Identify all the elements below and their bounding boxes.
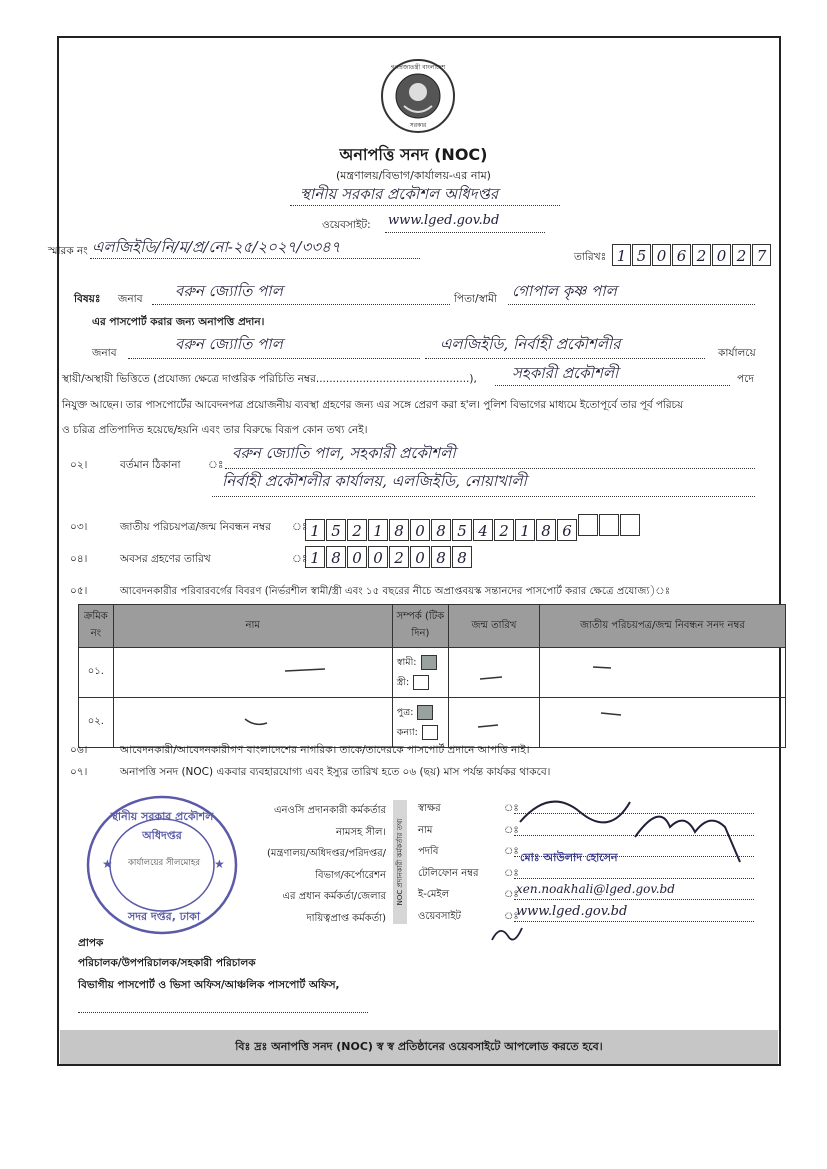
- col-name: নাম: [113, 605, 392, 648]
- body-name-dotted-line: [128, 358, 420, 359]
- website-handwritten: www.lged.gov.bd: [388, 213, 500, 228]
- retire-digit: 8: [452, 546, 472, 568]
- row-dob: [448, 698, 539, 748]
- designation-label: পদবি: [418, 846, 439, 857]
- signatory-desc-line: বিভাগ/কর্পোরেশন: [315, 869, 386, 881]
- nid-digit: 5: [452, 519, 472, 541]
- office-dotted-line: [425, 358, 705, 359]
- nid-digit: [599, 514, 619, 536]
- date-digit: 0: [712, 244, 731, 266]
- nid-digit: 6: [557, 519, 577, 541]
- item5-label: আবেদনকারীর পরিবারবর্গের বিবরণ (নির্ভরশীল স্বামী/স্ত্রী এবং ১৫ বছরের নীচে অপ্রাপ্তবয়স্ক সন্তানদের পাসপোর্ট করার ক্ষেত্রে প্রযোজ্য)ঃ: [120, 586, 671, 597]
- dash-mark: [450, 699, 538, 743]
- retire-digit: 1: [305, 546, 325, 568]
- item2-label: বর্তমান ঠিকানা: [120, 459, 181, 471]
- email-dotted-line: [514, 899, 754, 900]
- body-line3: নিযুক্ত আছেন। তার পাসপোর্টের আবেদনপত্র প্রয়োজনীয় ব্যবস্থা গ্রহণের জন্য এর সঙ্গে প্রেরণ করা হ'ল। পুলিশ বিভাগের মাধ্যমে ইতোপূর্বে তার পূর্ব পরিচয়: [62, 399, 684, 411]
- date-digit: 7: [752, 244, 771, 266]
- address-line2-handwritten: নির্বাহী প্রকৌশলীর কার্যালয়, এলজিইডি, নোয়াখালী: [222, 472, 527, 490]
- post-dotted-line: [495, 385, 730, 386]
- father-label: পিতা/স্বামী: [454, 293, 497, 305]
- post-handwritten: সহকারী প্রকৌশলী: [512, 364, 619, 382]
- item2-colon: ঃ: [208, 459, 224, 471]
- office-seal-ring-text: স্থানীয় সরকার প্রকৌশল অধিদপ্তর: [110, 810, 214, 842]
- office-seal-inner-text: কার্যালয়ের সীলমোহর: [127, 858, 201, 868]
- item3-num: ০৩।: [70, 521, 88, 533]
- seal-bottom-text: সরকার: [409, 122, 427, 129]
- website-dotted-line: [385, 232, 545, 233]
- dash-mark: [115, 649, 391, 693]
- signatory-colons: ঃ ঃ ঃ ঃ ঃ ঃ: [504, 803, 519, 922]
- table-row: [79, 698, 786, 748]
- office-seal-bottom-text: সদর দপ্তর, ঢাকা: [127, 910, 201, 923]
- item4-label: অবসর গ্রহণের তারিখ: [120, 553, 211, 565]
- email-handwritten: xen.noakhali@lged.gov.bd: [516, 882, 675, 896]
- subject-line2: এর পাসপোর্ট করার জন্য অনাপত্তি প্রদান।: [92, 316, 265, 328]
- relation-son-label: পুত্র:: [396, 706, 414, 718]
- row-relation: [392, 698, 448, 748]
- nid-digit: 0: [410, 519, 430, 541]
- post-suffix: পদে: [737, 373, 754, 385]
- relation-daughter-label: কন্যা:: [396, 726, 418, 738]
- footer-note: বিঃ দ্রঃ অনাপত্তি সনদ (NOC) স্ব স্ব প্রতিষ্ঠানের ওয়েবসাইটে আপলোড করতে হবে।: [60, 1030, 778, 1064]
- retire-digit: 0: [347, 546, 367, 568]
- dash-mark: [541, 649, 784, 693]
- row-name: [113, 698, 392, 748]
- office-handwritten: এলজিইডি, নির্বাহী প্রকৌশলীর: [440, 335, 621, 353]
- item7-num: ০৭।: [70, 766, 88, 778]
- item7-text: অনাপত্তি সনদ (NOC) একবার ব্যবহারযোগ্য এবং ইস্যুর তারিখ হতে ০৬ (ছয়) মাস পর্যন্ত কার্যকর থাকবে।: [120, 766, 551, 778]
- office-suffix: কার্যালয়ে: [718, 347, 756, 359]
- svg-text:★: ★: [102, 857, 113, 871]
- nid-digit: 1: [515, 519, 535, 541]
- body-name-handwritten: বরুন জ্যোতি পাল: [175, 335, 283, 353]
- signatory-description: [226, 800, 386, 929]
- nid-digit: 8: [431, 519, 451, 541]
- item3-label: জাতীয় পরিচয়পত্র/জন্ম নিবন্ধন নম্বর: [120, 521, 271, 533]
- dash-mark: [115, 699, 391, 743]
- col-serial: ক্রমিক নং: [79, 605, 114, 648]
- document-title: অনাপত্তি সনদ (NOC): [339, 145, 488, 164]
- body-line2: স্থায়ী/অস্থায়ী ভিত্তিতে (প্রযোজ্য ক্ষেত্রে দাপ্তরিক পরিচিতি নম্বর..............................................),: [62, 373, 477, 385]
- table-row: [79, 648, 786, 698]
- dash-mark: [450, 649, 538, 693]
- nid-boxes: [305, 514, 641, 541]
- father-dotted-line: [508, 304, 755, 305]
- daughter-checkbox[interactable]: [422, 725, 438, 740]
- nid-digit: 2: [347, 519, 367, 541]
- recipient-line2: বিভাগীয় পাসপোর্ট ও ভিসা অফিস/আঞ্চলিক পাসপোর্ট অফিস,: [78, 979, 340, 991]
- name-label: নাম: [418, 824, 433, 836]
- subject-name-dotted-line: [152, 304, 450, 305]
- nid-digit: 2: [494, 519, 514, 541]
- address-dotted-line-2: [212, 496, 755, 497]
- address-line1-handwritten: বরুন জ্যোতি পাল, সহকারী প্রকৌশলী: [232, 444, 456, 462]
- initial-scribble-icon: [488, 920, 528, 950]
- signature-label: স্বাক্ষর: [418, 803, 441, 814]
- father-name-handwritten: গোপাল কৃষ্ণ পাল: [512, 282, 617, 300]
- memo-label: স্মারক নং: [48, 245, 88, 257]
- recipient-dotted-line: [78, 1012, 368, 1013]
- signatory-desc-line: দায়িত্বপ্রাপ্ত কর্মকর্তা): [306, 912, 386, 924]
- nid-digit: 1: [368, 519, 388, 541]
- applicant-name-handwritten: বরুন জ্যোতি পাল: [175, 282, 283, 300]
- nid-digit: [620, 514, 640, 536]
- recipient-label: প্রাপক: [78, 937, 104, 949]
- item6-num: ০৬।: [70, 744, 88, 756]
- relation-wife-label: স্ত্রী:: [396, 676, 410, 688]
- row-name: [113, 648, 392, 698]
- item2-num: ০২।: [70, 459, 88, 471]
- col-relation: সম্পর্ক (টিক দিন): [392, 605, 448, 648]
- noc-info-vertical-text: NOC প্রদানকারী কর্মকর্তার তথ্য: [396, 818, 404, 906]
- date-digit: 0: [652, 244, 671, 266]
- retire-digit: 8: [431, 546, 451, 568]
- date-boxes: [612, 244, 772, 266]
- signatory-desc-line: এর প্রধান কর্মকর্তা/জেলার: [282, 891, 386, 902]
- address-dotted-line-1: [225, 468, 755, 469]
- date-digit: 1: [612, 244, 631, 266]
- date-digit: 6: [672, 244, 691, 266]
- retire-digit: 8: [326, 546, 346, 568]
- subject-label: বিষয়ঃ: [74, 293, 101, 305]
- seal-ring-text: গণপ্রজাতন্ত্রী বাংলাদেশ: [390, 64, 446, 71]
- signatory-desc-line: এনওসি প্রদানকারী কর্মকর্তার: [273, 805, 386, 816]
- name-stamp-text: মোঃ আউলাদ হোসেন: [520, 851, 618, 864]
- row-serial: ০১.: [79, 648, 114, 698]
- table-header-row: [79, 605, 786, 648]
- date-digit: 2: [732, 244, 751, 266]
- website-field-dotted-line: [514, 921, 754, 922]
- item4-num: ০৪।: [70, 553, 88, 565]
- col-dob: জন্ম তারিখ: [448, 605, 539, 648]
- recipient-line1: পরিচালক/উপপরিচালক/সহকারী পরিচালক: [78, 957, 256, 969]
- item6-text: আবেদনকারী/আবেদনকারীগণ বাংলাদেশের নাগরিক। তাকে/তাদেরকে পাসপোর্ট প্রদানে আপত্তি নাই।: [120, 744, 530, 756]
- wife-checkbox[interactable]: [413, 675, 429, 690]
- body-mr-label: জনাব: [92, 347, 117, 359]
- row-relation: [392, 648, 448, 698]
- memo-dotted-line: [90, 258, 420, 259]
- row-serial: ০২.: [79, 698, 114, 748]
- retire-digit: 2: [389, 546, 409, 568]
- col-nid: জাতীয় পরিচয়পত্র/জন্ম নিবন্ধন সনদ নম্বর: [539, 605, 785, 648]
- item5-num: ০৫।: [70, 585, 88, 597]
- email-label: ই-মেইল: [418, 889, 450, 900]
- son-checkbox[interactable]: [417, 705, 433, 720]
- retire-digit: 0: [368, 546, 388, 568]
- memo-number-handwritten: এলজিইডি/নি/ম/প্র/নো-২৫/২০২৭/৩৩৪৭: [92, 238, 341, 256]
- nid-digit: 5: [326, 519, 346, 541]
- husband-checkbox[interactable]: [421, 655, 437, 670]
- nid-digit: 1: [305, 519, 325, 541]
- item3-colon: ঃ: [292, 521, 308, 533]
- row-nid: [539, 698, 785, 748]
- nid-digit: 4: [473, 519, 493, 541]
- date-digit: 2: [692, 244, 711, 266]
- website-field-label: ওয়েবসাইট: [418, 910, 461, 922]
- nid-digit: 8: [389, 519, 409, 541]
- subject-mr-label: জনাব: [118, 293, 143, 305]
- date-digit: 5: [632, 244, 651, 266]
- telephone-label: টেলিফোন নম্বর: [418, 867, 479, 879]
- website-field-handwritten: www.lged.gov.bd: [516, 904, 628, 919]
- relation-husband-label: স্বামী:: [396, 656, 417, 668]
- row-nid: [539, 648, 785, 698]
- dash-mark: [541, 699, 784, 743]
- ministry-name-handwritten: স্থানীয় সরকার প্রকৌশল অধিদপ্তর: [300, 185, 499, 203]
- ministry-subtitle: (মন্ত্রণালয়/বিভাগ/কার্যালয়-এর নাম): [336, 169, 491, 182]
- ministry-dotted-line: [290, 205, 560, 206]
- signatory-field-labels: [418, 798, 479, 927]
- body-line4: ও চরিত্র প্রতিপাদিত হয়েছে/হয়নি এবং তার বিরুদ্ধে বিরূপ কোন তথ্য নেই।: [62, 424, 368, 436]
- signatory-desc-line: নামসহ সীল।: [336, 826, 386, 838]
- signatory-desc-line: (মন্ত্রণালয়/অধিদপ্তর/পরিদপ্তর/: [266, 848, 386, 859]
- nid-digit: [578, 514, 598, 536]
- retire-digit: 0: [410, 546, 430, 568]
- family-table: [78, 604, 786, 748]
- svg-text:★: ★: [214, 857, 225, 871]
- item4-colon: ঃ: [292, 553, 308, 565]
- nid-digit: 8: [536, 519, 556, 541]
- row-dob: [448, 648, 539, 698]
- retirement-date-boxes: [305, 546, 473, 568]
- website-label: ওয়েবসাইট:: [322, 219, 371, 231]
- date-label: তারিখঃ: [574, 251, 607, 263]
